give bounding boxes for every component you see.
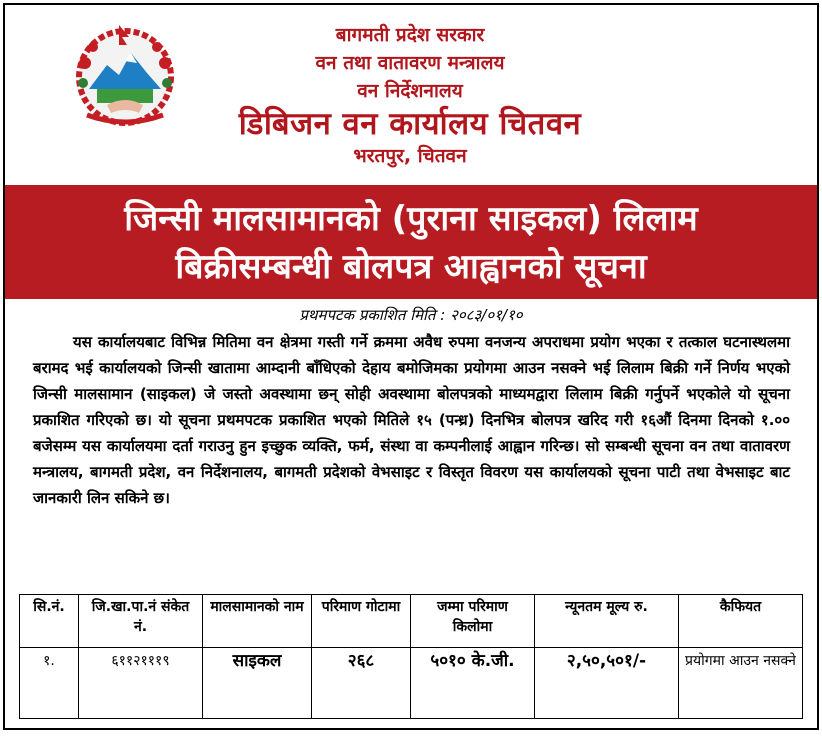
office-address: भरतपुर, चितवन xyxy=(353,145,467,168)
office-name: डिबिजन वन कार्यालय चितवन xyxy=(238,105,582,142)
col-min-price: न्यूनतम मूल्य रु. xyxy=(535,595,679,648)
nepal-emblem-icon xyxy=(67,17,183,133)
col-item-name: मालसामानको नाम xyxy=(203,595,312,648)
cell-sn: १. xyxy=(20,648,79,719)
publication-date: प्रथमपटक प्रकाशित मिति : २०८३/०१/१० xyxy=(299,306,523,324)
header-line-3: वन निर्देशनालय xyxy=(357,79,463,102)
notice-page xyxy=(3,3,819,730)
cell-remarks: प्रयोगमा आउन नसक्ने xyxy=(679,648,803,719)
title-line-2: बिक्रीसम्बन्धी बोलपत्र आह्वानको सूचना xyxy=(175,247,647,287)
table-header-row xyxy=(20,595,803,648)
cell-quantity: २६८ xyxy=(312,648,411,719)
title-banner xyxy=(5,185,817,299)
notice-header xyxy=(5,5,817,185)
notice-paragraph-text: यस कार्यालयबाट विभिन्न मितिमा वन क्षेत्रमा गस्ती गर्ने क्रममा अवैध रुपमा वनजन्य अपराधमा प्रयोग भएका र तत्काल घटनास्थलमा बरामद भई कार्यालयको जिन्सी खातामा आम्दानी बाँधिएको देहाय बमोजिमका प्रयोगमा आउन नसक्ने भई लिलाम बिक्री गर्ने निर्णय भएको जिन्सी मालसामान (साइकल) जे जस्तो अवस्थामा छन् सोही अवस्थामा बोलपत्रको माध्यमद्वारा लिलाम बिक्री गर्नुपर्ने भएकोले यो सूचना प्रकाशित गरिएको छ। यो सूचना प्रथमपटक प्रकाशित भएको मितिले १५ (पन्ध्र) दिनभित्र बोलपत्र खरिद गरी १६औं दिनमा दिनको १.०० बजेसम्म यस कार्यालयमा दर्ता गराउनु हुन इच्छुक व्यक्ति, फर्म, संस्था वा कम्पनीलाई आह्वान गरिन्छ। सो सम्बन्धी सूचना वन तथा वातावरण मन्त्रालय, बागमती प्रदेश, वन निर्देशनालय, बागमती प्रदेशको वेभसाइट र विस्तृत विवरण यस कार्यालयको सूचना पाटी तथा वेभसाइट बाट जानकारी लिन सकिने छ। xyxy=(33,333,790,507)
col-quantity: परिमाण गोटामा xyxy=(312,595,411,648)
col-total-weight: जम्मा परिमाण किलोमा xyxy=(411,595,535,648)
cell-item-name: साइकल xyxy=(203,648,312,719)
organization-block xyxy=(195,25,625,168)
cell-total-weight: ५०१० के.जी. xyxy=(411,648,535,719)
col-sn: सि.नं. xyxy=(20,595,79,648)
header-line-1: बागमती प्रदेश सरकार xyxy=(335,24,485,46)
col-code: जि.खा.पा.नं संकेत नं. xyxy=(79,595,203,648)
cell-code: ६११२१११९ xyxy=(79,648,203,719)
col-remarks: कैफियत xyxy=(679,595,803,648)
cell-min-price: २,५०,५०१/- xyxy=(535,648,679,719)
title-line-1: जिन्सी मालसामानको (पुराना साइकल) लिलाम xyxy=(124,199,698,239)
items-table xyxy=(19,594,803,719)
table-row xyxy=(20,648,803,719)
header-line-2: वन तथा वातावरण मन्त्रालय xyxy=(315,51,505,74)
notice-paragraph xyxy=(33,329,790,511)
